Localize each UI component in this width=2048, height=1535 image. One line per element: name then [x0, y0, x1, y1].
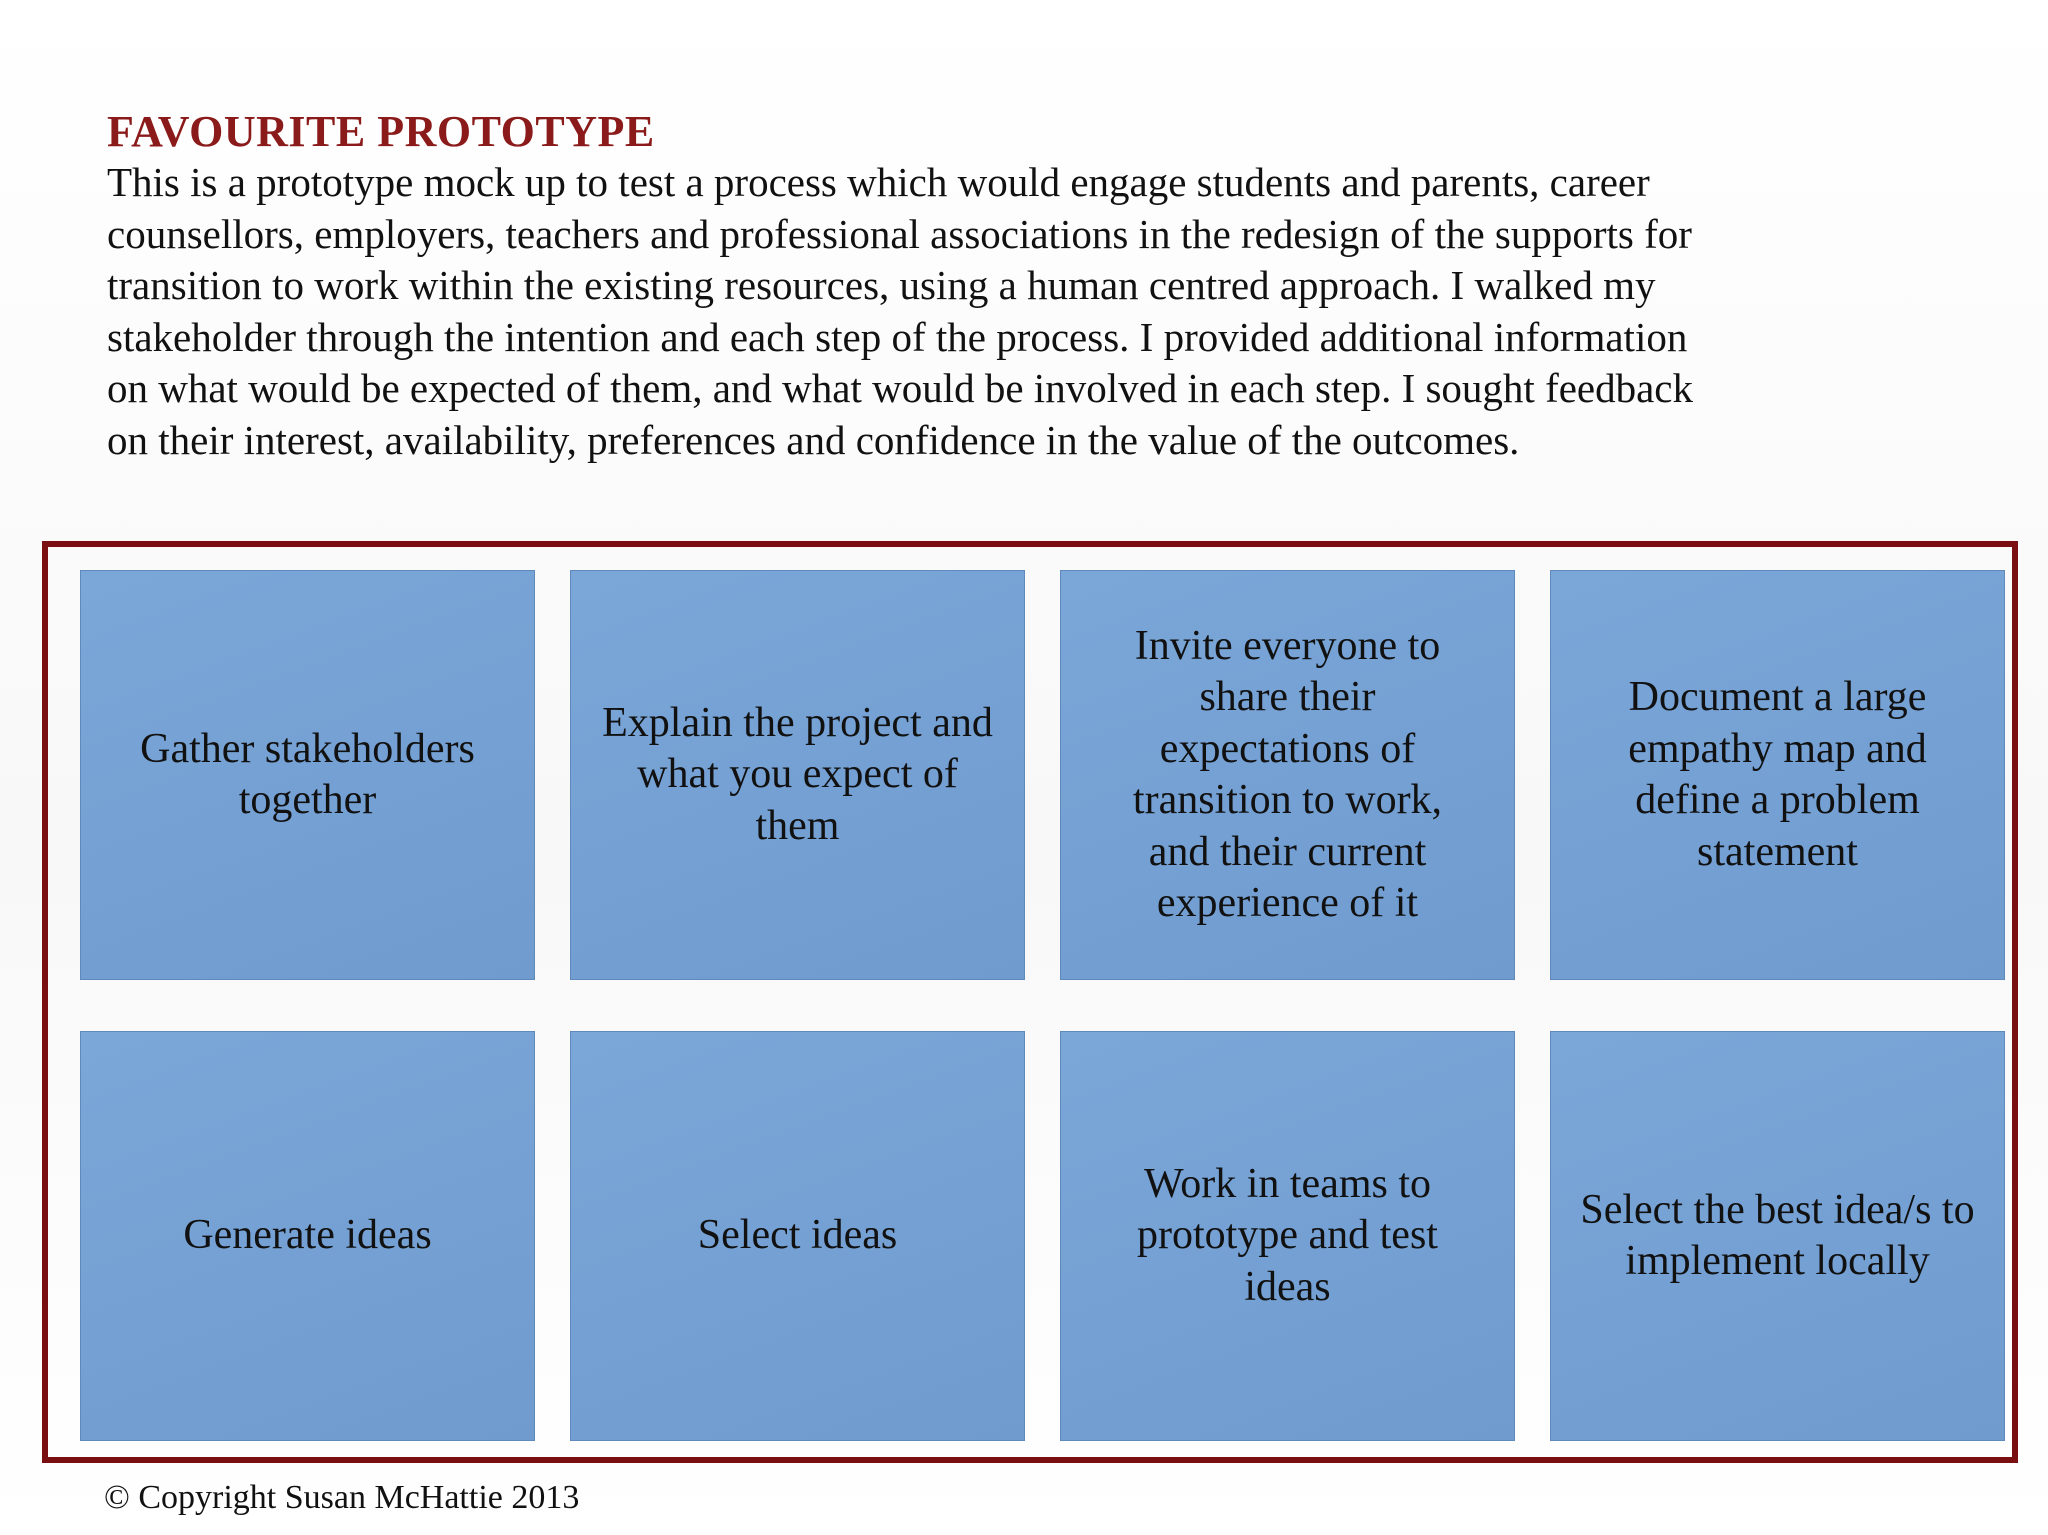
intro-line: counsellors, employers, teachers and professional associations in the redesign of the supports for [107, 210, 1692, 257]
intro-line: stakeholder through the intention and each step of the process. I provided additional information [107, 313, 1688, 360]
step-label: Explain the project and what you expect of them [602, 699, 993, 849]
intro-paragraph [107, 157, 2007, 466]
step-box-select-ideas [570, 1031, 1025, 1441]
step-label: Gather stakeholders together [140, 725, 475, 823]
copyright-notice: © Copyright Susan McHattie 2013 [104, 1479, 580, 1516]
step-box-implement-locally [1550, 1031, 2005, 1441]
step-box-generate-ideas [80, 1031, 535, 1441]
intro-line: on their interest, availability, preferences and confidence in the value of the outcomes. [107, 416, 1520, 463]
step-label: Invite everyone to share their expectations of transition to work, and their current experience of it [1132, 622, 1443, 926]
step-box-empathy-map [1550, 570, 2005, 980]
step-label: Select the best idea/s to implement locally [1580, 1186, 1975, 1284]
step-label: Work in teams to prototype and test ideas [1137, 1160, 1438, 1310]
slide-title: FAVOURITE PROTOTYPE [107, 107, 655, 156]
step-box-explain-project [570, 570, 1025, 980]
step-box-gather-stakeholders [80, 570, 535, 980]
step-label: Generate ideas [183, 1212, 432, 1259]
step-label: Document a large empathy map and define a problem statement [1628, 674, 1927, 875]
intro-line: transition to work within the existing resources, using a human centred approach. I walked my [107, 262, 1656, 308]
step-box-prototype-test [1060, 1031, 1515, 1441]
intro-line: on what would be expected of them, and what would be involved in each step. I sought feedback [107, 365, 1694, 411]
step-box-invite-expectations [1060, 570, 1515, 980]
step-label: Select ideas [697, 1212, 898, 1259]
intro-line: This is a prototype mock up to test a process which would engage students and parents, career [107, 159, 1650, 205]
